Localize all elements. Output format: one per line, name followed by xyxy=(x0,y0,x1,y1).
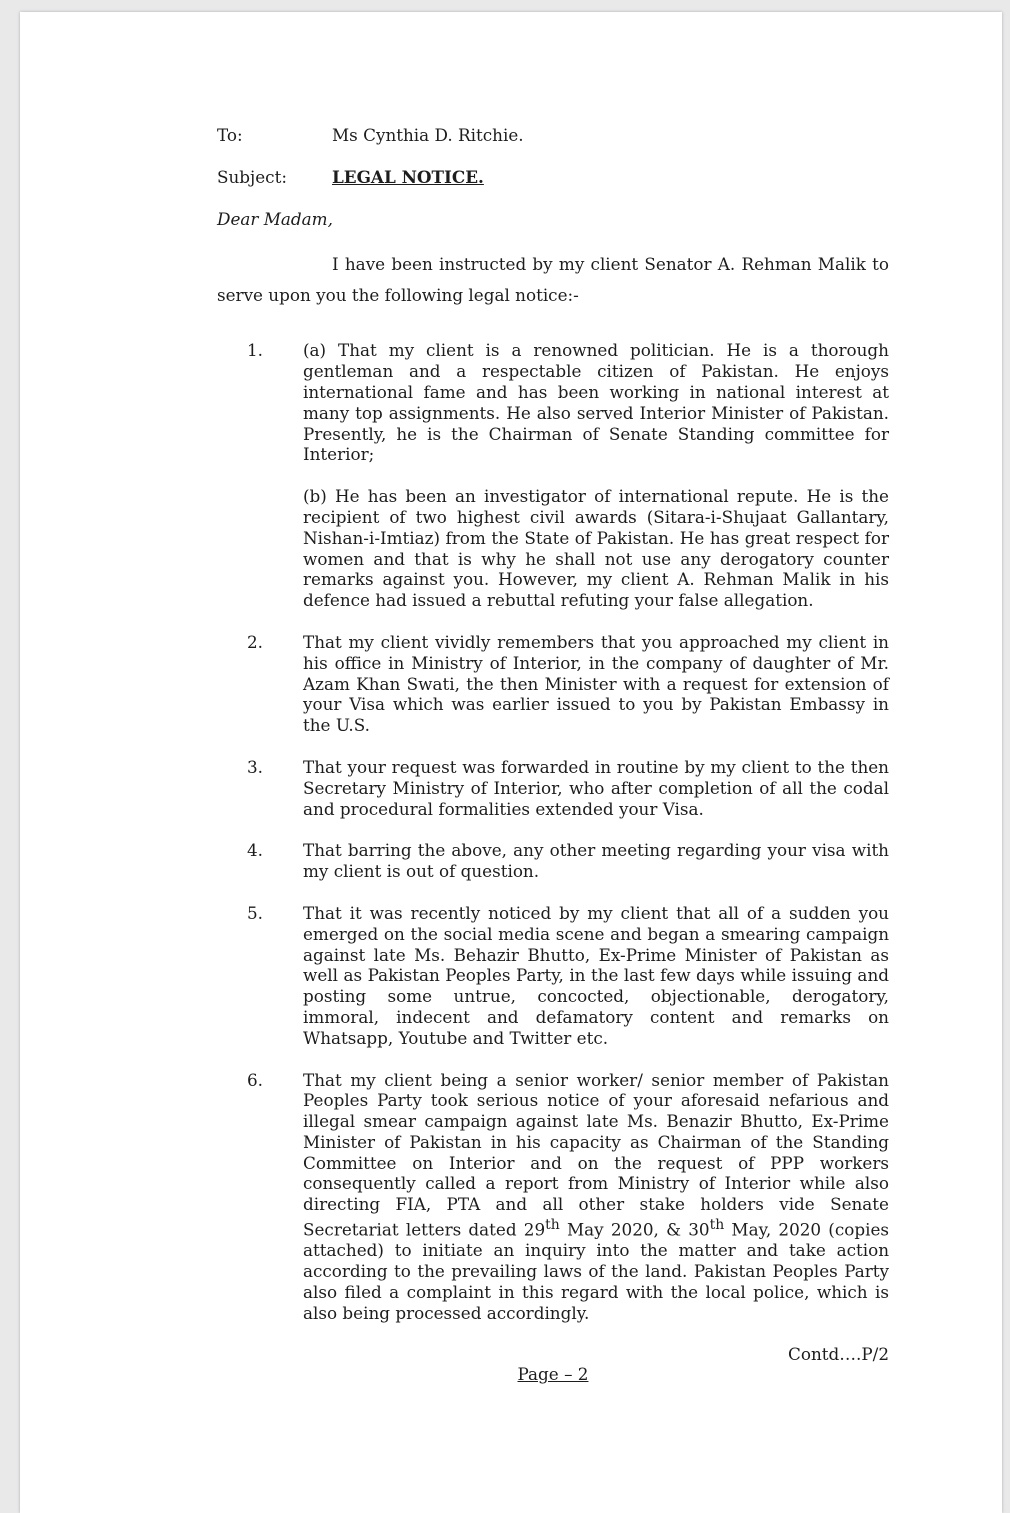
item-number: 6. xyxy=(247,1069,264,1090)
list-item-6 xyxy=(217,1070,889,1324)
recipient-name: Ms Cynthia D. Ritchie. xyxy=(332,125,524,145)
item-number: 2. xyxy=(247,631,264,652)
ordinal-suffix: th xyxy=(709,1217,725,1234)
item-number: 4. xyxy=(247,840,264,861)
item-paragraph-1b: (b) He has been an investigator of international repute. He is the recipient of two highest civil awards (Sitara-i-Shujaat Gallantary, Nishan-i-Imtiaz) from the State of Pakistan. He has great respect for women and that is why he shall not use any derogatory counter remarks against you. However, my client A. Rehman Malik in his defence had issued a rebuttal refuting your false allegation. xyxy=(303,486,889,611)
item-6-text-b: May 2020, & 30 xyxy=(559,1219,710,1240)
document-page xyxy=(20,12,1002,1513)
subject-label: Subject: xyxy=(217,166,287,187)
page-number: Page – 2 xyxy=(517,1364,589,1385)
subject-value: LEGAL NOTICE. xyxy=(332,166,484,187)
item-paragraph-6 xyxy=(303,1070,889,1324)
to-line xyxy=(217,125,889,146)
item-paragraph-3: That your request was forwarded in routine by my client to the then Secretary Ministry of Interior, who after completion of all the codal and procedural formalities extended your Visa. xyxy=(303,756,889,819)
item-6-text-c: May, 2020 (copies attached) to initiate an inquiry into the matter and take action according to the prevailing laws of the land. Pakistan Peoples Party also filed a complaint in this regard with the local police, which is also being processed accordingly. xyxy=(303,1219,889,1323)
list-item-1 xyxy=(217,340,889,611)
letter-body xyxy=(217,125,889,1385)
list-item-2 xyxy=(217,632,889,736)
item-number: 5. xyxy=(247,902,264,923)
intro-paragraph: I have been instructed by my client Senator A. Rehman Malik to serve upon you the following legal notice:- xyxy=(217,254,889,306)
to-label: To: xyxy=(217,125,243,145)
salutation: Dear Madam, xyxy=(217,208,333,229)
item-paragraph-5: That it was recently noticed by my client that all of a sudden you emerged on the social media scene and began a smearing campaign against late Ms. Behazir Bhutto, Ex-Prime Minister of Pakistan as well as Pakistan Peoples Party, in the last few days while issuing and posting some untrue, concocted, objectionable, derogatory, immoral, indecent and defamatory content and remarks on Whatsapp, Youtube and Twitter etc. xyxy=(303,902,889,1048)
item-paragraph-1a: (a) That my client is a renowned politician. He is a thorough gentleman and a respectable citizen of Pakistan. He enjoys international fame and has been working in national interest at many top assignments. He also served Interior Minister of Pakistan. Presently, he is the Chairman of Senate Standing committee for Interior; xyxy=(303,340,889,465)
item-paragraph-4: That barring the above, any other meeting regarding your visa with my client is out of question. xyxy=(303,840,889,882)
item-paragraph-2: That my client vividly remembers that you approached my client in his office in Ministry of Interior, in the company of daughter of Mr. Azam Khan Swati, the then Minister with a request for extension of your Visa which was earlier issued to you by Pakistan Embassy in the U.S. xyxy=(303,631,889,736)
list-item-5 xyxy=(217,903,889,1049)
subject-line xyxy=(217,167,889,188)
list-item-4 xyxy=(217,840,889,882)
continued-note: Contd….P/2 xyxy=(788,1343,889,1364)
ordinal-suffix: th xyxy=(545,1217,560,1234)
item-number: 3. xyxy=(247,756,264,777)
list-item-3 xyxy=(217,757,889,819)
item-number: 1. xyxy=(247,340,264,361)
item-6-text-a: That my client being a senior worker/ senior member of Pakistan Peoples Party took serious notice of your aforesaid nefarious and illegal smear campaign against late Ms. Benazir Bhutto, Ex-Prime Minister of Pakistan in his capacity as Chairman of the Standing Committee on Interior and on the request of PPP workers consequently called a report from Ministry of Interior while also directing FIA, PTA and all other stake holders vide Senate Secretariat letters dated 29 xyxy=(303,1069,889,1240)
